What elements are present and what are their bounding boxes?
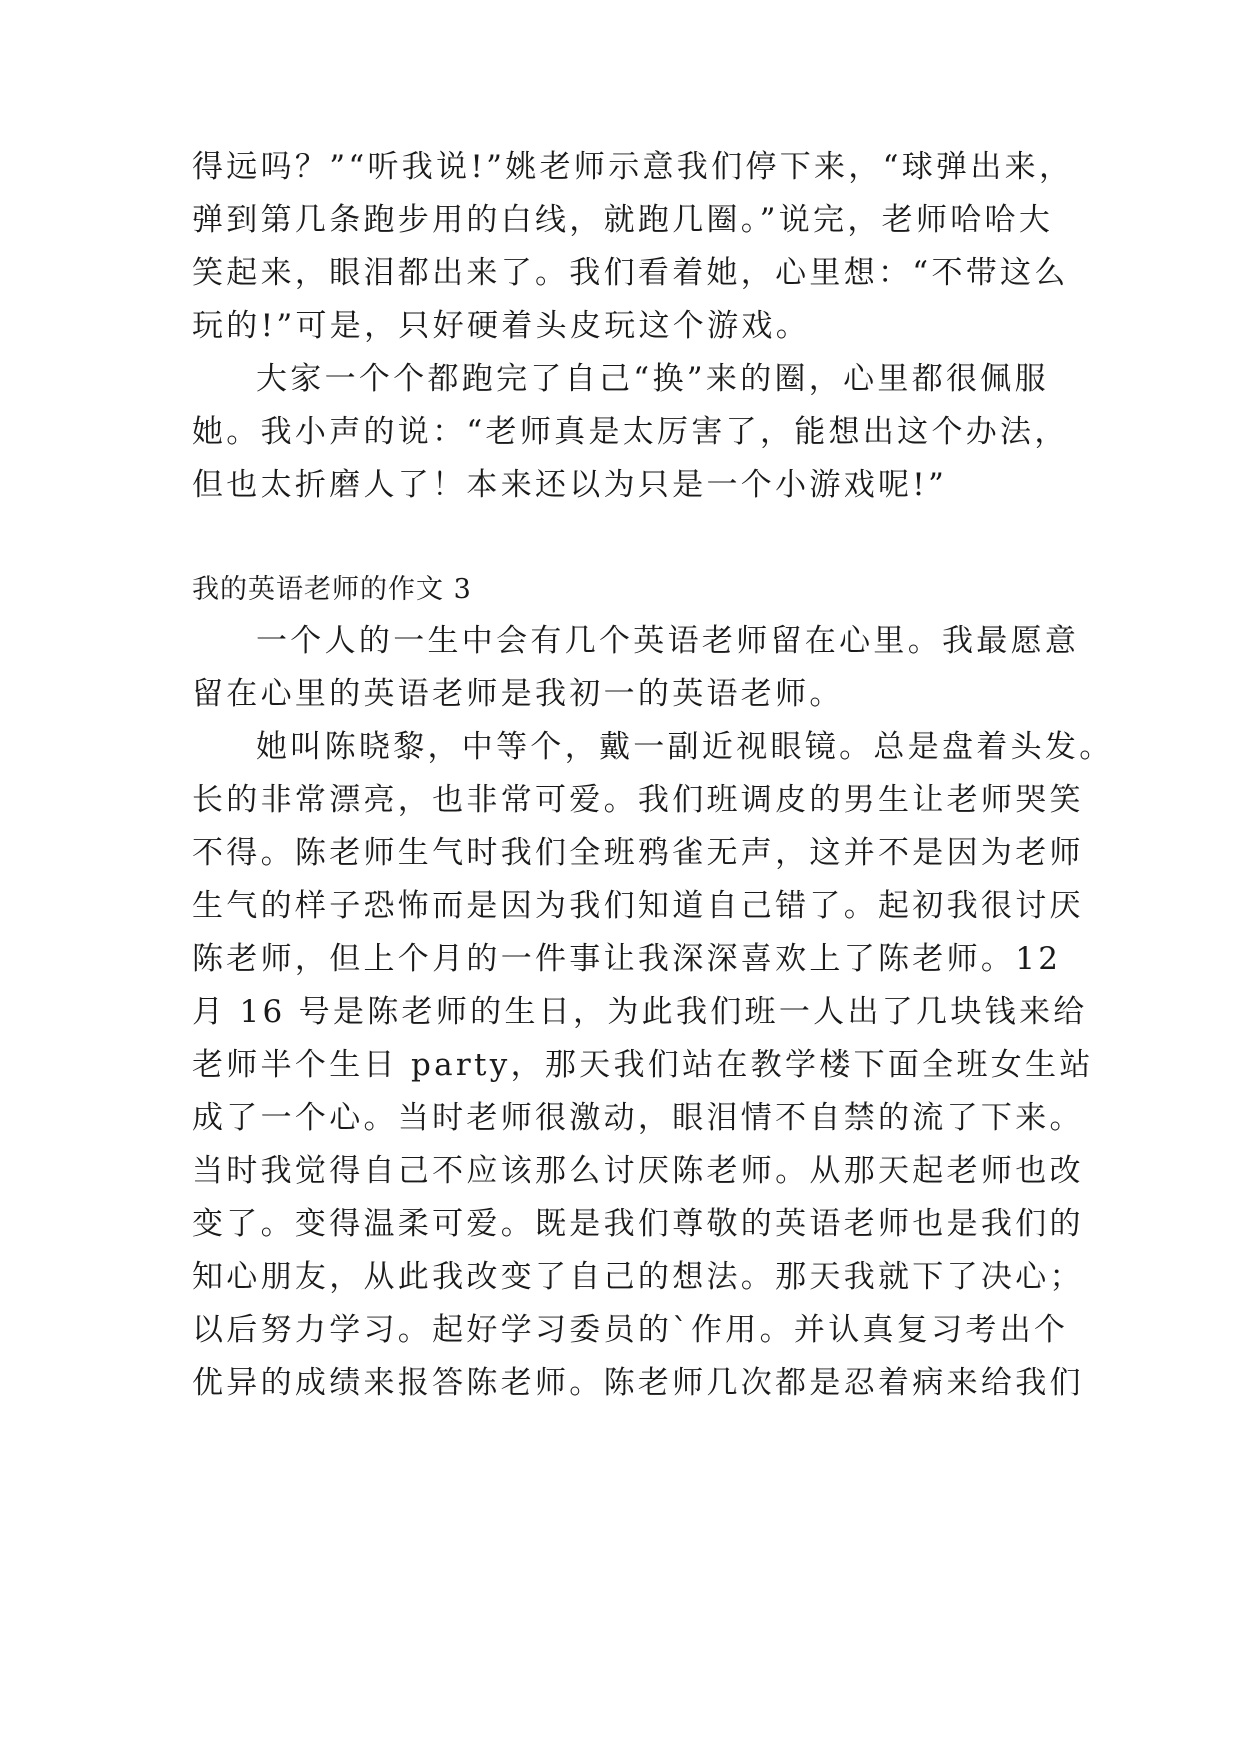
text-line: 长的非常漂亮，也非常可爱。我们班调皮的男生让老师哭笑 (192, 782, 1084, 818)
text-line: 当时我觉得自己不应该那么讨厌陈老师。从那天起老师也改 (192, 1153, 1084, 1189)
text-line: 玩的!”可是，只好硬着头皮玩这个游戏。 (192, 308, 811, 344)
text-line: 她叫陈晓黎，中等个，戴一副近视眼镜。总是盘着头发。 (256, 729, 1114, 765)
text-line: 得远吗？”“听我说!”姚老师示意我们停下来，“球弹出来， (192, 149, 1074, 185)
text-line: 以后努力学习。起好学习委员的`作用。并认真复习考出个 (192, 1312, 1069, 1348)
text-line: 生气的样子恐怖而是因为我们知道自己错了。起初我很讨厌 (192, 888, 1084, 924)
section-title: 我的英语老师的作文 3 (192, 574, 472, 605)
text-line: 成了一个心。当时老师很激动，眼泪情不自禁的流了下来。 (192, 1100, 1084, 1136)
text-line: 留在心里的英语老师是我初一的英语老师。 (192, 676, 844, 712)
text-line: 但也太折磨人了！本来还以为只是一个小游戏呢!” (192, 467, 948, 503)
text-line: 笑起来，眼泪都出来了。我们看着她，心里想：“不带这么 (192, 255, 1069, 291)
text-line: 大家一个个都跑完了自己“换”来的圈，心里都很佩服 (256, 361, 1049, 397)
text-line: 弹到第几条跑步用的白线，就跑几圈。”说完，老师哈哈大 (192, 202, 1054, 238)
text-line: 知心朋友，从此我改变了自己的想法。那天我就下了决心； (192, 1259, 1084, 1295)
text-line: 一个人的一生中会有几个英语老师留在心里。我最愿意 (256, 623, 1080, 659)
text-line: 老师半个生日 party，那天我们站在教学楼下面全班女生站 (192, 1047, 1094, 1083)
text-line: 不得。陈老师生气时我们全班鸦雀无声，这并不是因为老师 (192, 835, 1084, 871)
text-line: 月 16 号是陈老师的生日，为此我们班一人出了几块钱来给 (192, 994, 1088, 1030)
text-line: 陈老师，但上个月的一件事让我深深喜欢上了陈老师。12 (192, 941, 1062, 977)
text-line: 变了。变得温柔可爱。既是我们尊敬的英语老师也是我们的 (192, 1206, 1084, 1242)
text-line: 她。我小声的说：“老师真是太厉害了，能想出这个办法， (192, 414, 1069, 450)
text-line: 优异的成绩来报答陈老师。陈老师几次都是忍着病来给我们 (192, 1365, 1084, 1401)
